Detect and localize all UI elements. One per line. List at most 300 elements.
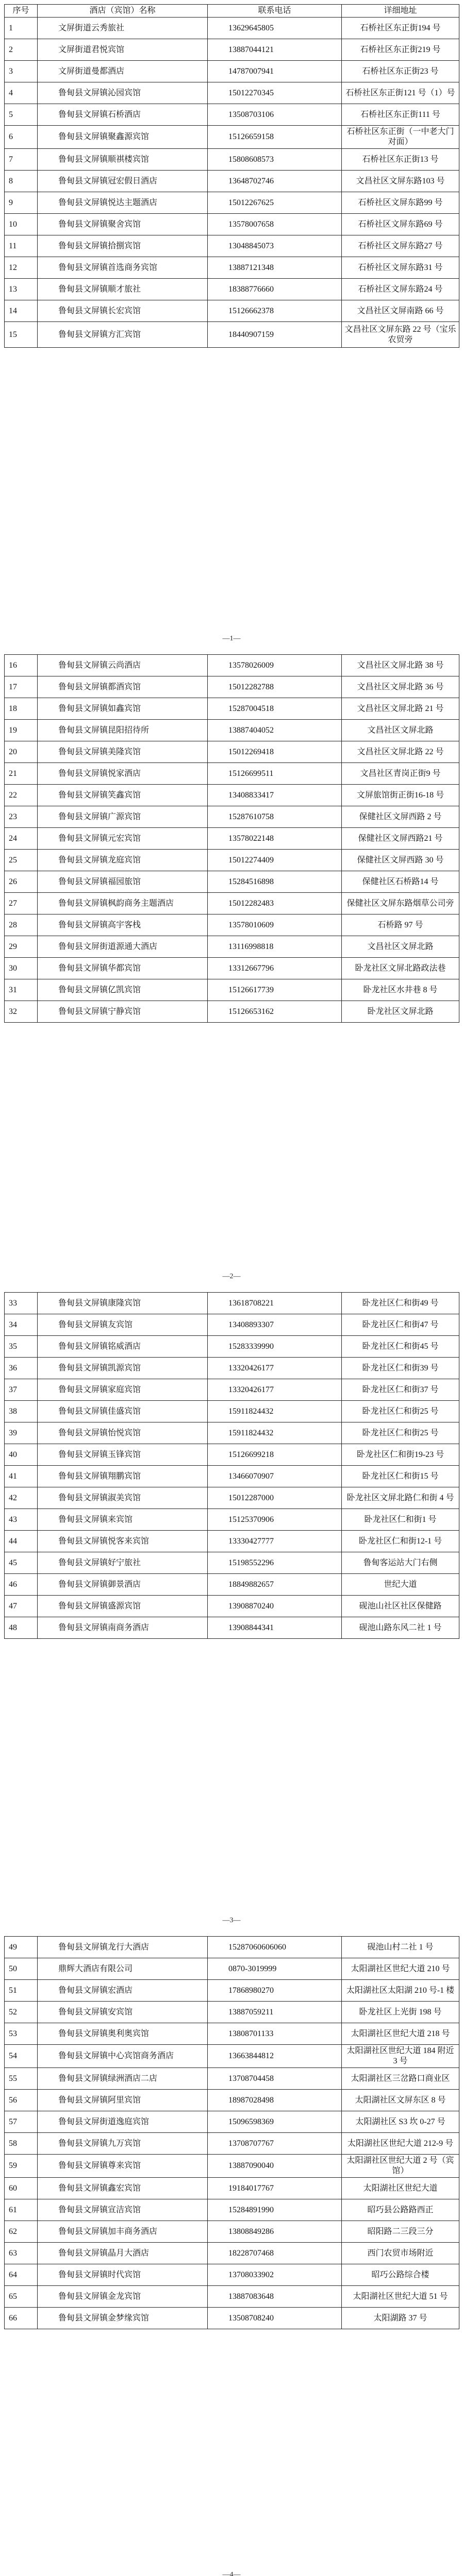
cell-phone: 13578022148 [208, 828, 342, 850]
cell-no: 7 [5, 149, 38, 171]
cell-no: 25 [5, 850, 38, 871]
table-row [5, 192, 459, 214]
cell-address: 卧龙社区水井巷 8 号 [342, 979, 459, 1001]
cell-no: 36 [5, 1358, 38, 1379]
table-row [5, 806, 459, 828]
cell-no: 50 [5, 1958, 38, 1980]
table-row [5, 979, 459, 1001]
cell-hotel-name: 鲁甸县文屏镇家庭宾馆 [38, 1379, 208, 1401]
cell-hotel-name: 鲁甸县文屏镇悦客来宾馆 [38, 1531, 208, 1552]
cell-no: 37 [5, 1379, 38, 1401]
cell-phone: 13808701133 [208, 2023, 342, 2045]
cell-hotel-name: 鲁甸县文屏镇如鑫宾馆 [38, 698, 208, 720]
cell-phone: 13887090040 [208, 2155, 342, 2178]
cell-no: 46 [5, 1574, 38, 1596]
cell-phone: 13908844341 [208, 1617, 342, 1639]
cell-address: 石桥社区东正街219 号 [342, 39, 459, 61]
cell-address: 太阳湖社区文屏东区 8 号 [342, 2090, 459, 2111]
cell-hotel-name: 鲁甸县文屏镇绿洲酒店二店 [38, 2068, 208, 2090]
cell-no: 8 [5, 171, 38, 192]
cell-address: 石桥社区东正街23 号 [342, 61, 459, 82]
cell-no: 15 [5, 322, 38, 348]
cell-address: 卧龙社区仁和街45 号 [342, 1336, 459, 1358]
table-row [5, 1466, 459, 1487]
table-row [5, 2111, 459, 2133]
table-row [5, 1422, 459, 1444]
cell-phone: 15126653162 [208, 1001, 342, 1023]
cell-phone: 13312667796 [208, 958, 342, 979]
cell-phone: 13708704458 [208, 2068, 342, 2090]
cell-hotel-name: 鲁甸县文屏镇亿凯宾馆 [38, 979, 208, 1001]
header-no: 序号 [5, 5, 38, 18]
cell-phone: 15126699511 [208, 763, 342, 785]
cell-no: 4 [5, 82, 38, 104]
cell-address: 太阳湖社区世纪大道 218 号 [342, 2023, 459, 2045]
cell-address: 西门农贸市场附近 [342, 2243, 459, 2264]
cell-phone: 15012282788 [208, 676, 342, 698]
cell-hotel-name: 鲁甸县文屏镇中心宾馆商务酒店 [38, 2045, 208, 2068]
table-row [5, 2155, 459, 2178]
cell-hotel-name: 鲁甸县文屏镇金龙宾馆 [38, 2286, 208, 2308]
cell-address: 保健社区文屏西路 30 号 [342, 850, 459, 871]
cell-hotel-name: 鲁甸县文屏镇加丰商务酒店 [38, 2221, 208, 2243]
cell-address: 太阳湖社区世纪大道 212-9 号 [342, 2133, 459, 2155]
cell-phone: 14787007941 [208, 61, 342, 82]
cell-no: 62 [5, 2221, 38, 2243]
cell-address: 石桥社区东正街194 号 [342, 18, 459, 39]
cell-hotel-name: 鲁甸县文屏镇玉锋宾馆 [38, 1444, 208, 1466]
cell-address: 鲁甸客运站大门右侧 [342, 1552, 459, 1574]
table-row [5, 698, 459, 720]
page-number: —3— [222, 1917, 241, 1924]
cell-hotel-name: 鲁甸县文屏镇笑鑫宾馆 [38, 785, 208, 806]
cell-phone: 18440907159 [208, 322, 342, 348]
cell-no: 51 [5, 1980, 38, 2002]
cell-no: 28 [5, 914, 38, 936]
table-row [5, 149, 459, 171]
cell-phone: 15012269418 [208, 741, 342, 763]
cell-address: 保健社区文屏西路21 号 [342, 828, 459, 850]
cell-hotel-name: 鲁甸县文屏镇广源宾馆 [38, 806, 208, 828]
cell-phone: 15126659158 [208, 126, 342, 149]
table-row [5, 322, 459, 348]
table-row [5, 171, 459, 192]
cell-address: 太阳湖社区太阳湖 210 号-1 楼 [342, 1980, 459, 2002]
cell-no: 59 [5, 2155, 38, 2178]
cell-no: 12 [5, 257, 38, 279]
table-row [5, 279, 459, 300]
cell-hotel-name: 鲁甸县文屏镇九万宾馆 [38, 2133, 208, 2155]
cell-hotel-name: 鲁甸县文屏街道逸庭宾馆 [38, 2111, 208, 2133]
cell-hotel-name: 鲁甸县文屏镇福园旅馆 [38, 871, 208, 893]
cell-hotel-name: 鲁甸县文屏镇来宾馆 [38, 1509, 208, 1531]
cell-phone: 13578007658 [208, 214, 342, 235]
cell-address: 卧龙社区仁和街15 号 [342, 1466, 459, 1487]
cell-hotel-name: 鲁甸县文屏镇高宇客栈 [38, 914, 208, 936]
cell-address: 昭巧县公路路西正 [342, 2199, 459, 2221]
cell-hotel-name: 鲁甸县文屏镇宁静宾馆 [38, 1001, 208, 1023]
cell-phone: 18228707468 [208, 2243, 342, 2264]
page-number: —4— [222, 2571, 241, 2576]
table-row [5, 2178, 459, 2199]
cell-phone: 13663844812 [208, 2045, 342, 2068]
cell-address: 卧龙社区文屏北路 [342, 1001, 459, 1023]
cell-no: 56 [5, 2090, 38, 2111]
cell-no: 32 [5, 1001, 38, 1023]
cell-address: 太阳湖社区世纪大道 184 附近 3 号 [342, 2045, 459, 2068]
cell-no: 53 [5, 2023, 38, 2045]
cell-address: 卧龙社区仁和街39 号 [342, 1358, 459, 1379]
cell-no: 35 [5, 1336, 38, 1358]
table-row [5, 2221, 459, 2243]
cell-hotel-name: 鲁甸县文屏镇顺才旅社 [38, 279, 208, 300]
cell-hotel-name: 鲁甸县文屏镇华都宾馆 [38, 958, 208, 979]
cell-hotel-name: 鲁甸县文屏镇沁园宾馆 [38, 82, 208, 104]
cell-no: 23 [5, 806, 38, 828]
table-block-2 [4, 654, 459, 1023]
cell-address: 石桥社区文屏东路24 号 [342, 279, 459, 300]
cell-no: 40 [5, 1444, 38, 1466]
cell-no: 58 [5, 2133, 38, 2155]
cell-phone: 15096598369 [208, 2111, 342, 2133]
cell-phone: 15284516898 [208, 871, 342, 893]
table-row [5, 676, 459, 698]
table-row [5, 82, 459, 104]
cell-no: 52 [5, 2002, 38, 2023]
cell-no: 42 [5, 1487, 38, 1509]
cell-no: 41 [5, 1466, 38, 1487]
cell-no: 1 [5, 18, 38, 39]
cell-hotel-name: 鲁甸县文屏镇宏酒店 [38, 1980, 208, 2002]
table-row [5, 893, 459, 914]
cell-no: 18 [5, 698, 38, 720]
table-body [5, 18, 459, 348]
cell-phone: 13508703106 [208, 104, 342, 126]
cell-hotel-name: 鲁甸县文屏街道源通大酒店 [38, 936, 208, 958]
cell-address: 砚池山村二社 1 号 [342, 1937, 459, 1958]
cell-hotel-name: 鲁甸县文屏镇友宾馆 [38, 1314, 208, 1336]
cell-hotel-name: 鲁甸县文屏镇龙行大酒店 [38, 1937, 208, 1958]
table-row [5, 1574, 459, 1596]
cell-phone: 18388776660 [208, 279, 342, 300]
cell-phone: 13330427777 [208, 1531, 342, 1552]
header-tel: 联系电话 [208, 5, 342, 18]
cell-hotel-name: 鲁甸县文屏镇鑫宏宾馆 [38, 2178, 208, 2199]
cell-address: 太阳湖社区世纪大道 2 号（宾馆） [342, 2155, 459, 2178]
cell-phone: 19184017767 [208, 2178, 342, 2199]
cell-phone: 13908870240 [208, 1596, 342, 1617]
cell-no: 44 [5, 1531, 38, 1552]
cell-hotel-name: 鲁甸县文屏镇宣洁宾馆 [38, 2199, 208, 2221]
page-number: —1— [222, 635, 241, 642]
cell-phone: 13116998818 [208, 936, 342, 958]
cell-hotel-name: 鲁甸县文屏镇首选商务宾馆 [38, 257, 208, 279]
cell-hotel-name: 鲁甸县文屏镇拾捌宾馆 [38, 235, 208, 257]
cell-phone: 13887044121 [208, 39, 342, 61]
cell-no: 39 [5, 1422, 38, 1444]
table-row [5, 1531, 459, 1552]
cell-address: 世纪大道 [342, 1574, 459, 1596]
table-row [5, 1958, 459, 1980]
cell-no: 20 [5, 741, 38, 763]
cell-hotel-name: 鲁甸县文屏镇聚舍宾馆 [38, 214, 208, 235]
cell-hotel-name: 文屏街道云秀旅社 [38, 18, 208, 39]
cell-hotel-name: 鲁甸县文屏镇聚鑫源宾馆 [38, 126, 208, 149]
header-addr: 详细地址 [342, 5, 459, 18]
cell-hotel-name: 鲁甸县文屏镇都酒宾馆 [38, 676, 208, 698]
cell-no: 55 [5, 2068, 38, 2090]
cell-phone: 13887404052 [208, 720, 342, 741]
cell-phone: 13408833417 [208, 785, 342, 806]
cell-address: 昭阳路二三段三分 [342, 2221, 459, 2243]
table-row [5, 2243, 459, 2264]
cell-no: 30 [5, 958, 38, 979]
table-body [5, 655, 459, 1023]
table-row [5, 2068, 459, 2090]
table-row [5, 39, 459, 61]
cell-hotel-name: 鲁甸县文屏镇康隆宾馆 [38, 1293, 208, 1314]
cell-phone: 13466070907 [208, 1466, 342, 1487]
cell-no: 5 [5, 104, 38, 126]
cell-hotel-name: 鲁甸县文屏镇云尚酒店 [38, 655, 208, 676]
table-row [5, 741, 459, 763]
table-row [5, 785, 459, 806]
cell-no: 9 [5, 192, 38, 214]
cell-hotel-name: 鲁甸县文屏镇长宏宾馆 [38, 300, 208, 322]
cell-address: 太阳湖社区 S3 坎 0-27 号 [342, 2111, 459, 2133]
cell-phone: 15287060606060 [208, 1937, 342, 1958]
cell-address: 文昌社区文屏北路 [342, 936, 459, 958]
cell-address: 太阳湖社区世纪大道 51 号 [342, 2286, 459, 2308]
table-row [5, 2133, 459, 2155]
cell-no: 66 [5, 2308, 38, 2329]
cell-hotel-name: 鲁甸县文屏镇昆阳招待所 [38, 720, 208, 741]
table-row [5, 936, 459, 958]
cell-no: 63 [5, 2243, 38, 2264]
cell-phone: 13618708221 [208, 1293, 342, 1314]
cell-phone: 13048845073 [208, 235, 342, 257]
cell-address: 文昌社区文屏北路 38 号 [342, 655, 459, 676]
cell-no: 34 [5, 1314, 38, 1336]
cell-hotel-name: 鼎辉大酒店有限公司 [38, 1958, 208, 1980]
cell-address: 太阳湖社区三岔路口商业区 [342, 2068, 459, 2090]
table-row [5, 850, 459, 871]
cell-phone: 0870-3019999 [208, 1958, 342, 1980]
cell-no: 22 [5, 785, 38, 806]
cell-no: 24 [5, 828, 38, 850]
cell-no: 2 [5, 39, 38, 61]
cell-address: 卧龙社区仁和街25 号 [342, 1422, 459, 1444]
table-row [5, 2286, 459, 2308]
cell-hotel-name: 鲁甸县文屏镇盛源宾馆 [38, 1596, 208, 1617]
table-row [5, 126, 459, 149]
cell-address: 太阳湖社区世纪大道 210 号 [342, 1958, 459, 1980]
cell-hotel-name: 鲁甸县文屏镇石桥酒店 [38, 104, 208, 126]
cell-no: 10 [5, 214, 38, 235]
table-row [5, 1358, 459, 1379]
cell-address: 卧龙社区仁和街19-23 号 [342, 1444, 459, 1466]
cell-address: 卧龙社区上光街 198 号 [342, 2002, 459, 2023]
cell-no: 11 [5, 235, 38, 257]
table-row [5, 1336, 459, 1358]
table-row [5, 1509, 459, 1531]
table-row [5, 2002, 459, 2023]
cell-hotel-name: 鲁甸县文屏镇冠宏假日酒店 [38, 171, 208, 192]
cell-phone: 13578010609 [208, 914, 342, 936]
cell-address: 保健社区文屏西路 2 号 [342, 806, 459, 828]
cell-address: 卧龙社区仁和街37 号 [342, 1379, 459, 1401]
cell-address: 卧龙社区仁和街49 号 [342, 1293, 459, 1314]
cell-address: 石桥社区文屏东路99 号 [342, 192, 459, 214]
cell-no: 16 [5, 655, 38, 676]
table-block-1 [4, 4, 459, 348]
table-row [5, 2090, 459, 2111]
hotel-table [4, 654, 459, 1023]
cell-phone: 15126699218 [208, 1444, 342, 1466]
cell-phone: 15126617739 [208, 979, 342, 1001]
cell-no: 57 [5, 2111, 38, 2133]
cell-hotel-name: 鲁甸县文屏镇怡悦宾馆 [38, 1422, 208, 1444]
cell-address: 文昌社区文屏南路 66 号 [342, 300, 459, 322]
hotel-table [4, 4, 459, 348]
cell-no: 60 [5, 2178, 38, 2199]
cell-address: 石桥社区东正街111 号 [342, 104, 459, 126]
cell-hotel-name: 鲁甸县文屏镇南商务酒店 [38, 1617, 208, 1639]
cell-no: 13 [5, 279, 38, 300]
cell-address: 文昌社区文屏北路 36 号 [342, 676, 459, 698]
cell-address: 太阳湖路 37 号 [342, 2308, 459, 2329]
cell-hotel-name: 鲁甸县文屏镇悦达主题酒店 [38, 192, 208, 214]
cell-address: 石桥社区东正街121 号（1）号 [342, 82, 459, 104]
cell-phone: 15284891990 [208, 2199, 342, 2221]
cell-phone: 15198552296 [208, 1552, 342, 1574]
cell-no: 65 [5, 2286, 38, 2308]
cell-hotel-name: 鲁甸县文屏镇顺祺楼宾馆 [38, 149, 208, 171]
cell-address: 石桥社区东正街13 号 [342, 149, 459, 171]
cell-address: 砚池山路东风二社 1 号 [342, 1617, 459, 1639]
cell-phone: 13578026009 [208, 655, 342, 676]
table-row [5, 235, 459, 257]
table-row [5, 2023, 459, 2045]
cell-phone: 15808608573 [208, 149, 342, 171]
cell-no: 29 [5, 936, 38, 958]
cell-phone: 13708033902 [208, 2264, 342, 2286]
cell-address: 卧龙社区仁和街25 号 [342, 1401, 459, 1422]
cell-hotel-name: 鲁甸县文屏镇阿里宾馆 [38, 2090, 208, 2111]
cell-phone: 13887121348 [208, 257, 342, 279]
cell-hotel-name: 鲁甸县文屏镇枫韵商务主题酒店 [38, 893, 208, 914]
cell-hotel-name: 鲁甸县文屏镇美隆宾馆 [38, 741, 208, 763]
table-body [5, 1293, 459, 1639]
cell-phone: 15287610758 [208, 806, 342, 828]
cell-hotel-name: 鲁甸县文屏镇龙庭宾馆 [38, 850, 208, 871]
cell-address: 卧龙社区仁和街12-1 号 [342, 1531, 459, 1552]
table-row [5, 1596, 459, 1617]
cell-no: 3 [5, 61, 38, 82]
cell-no: 31 [5, 979, 38, 1001]
table-row [5, 1401, 459, 1422]
table-row [5, 763, 459, 785]
table-row [5, 2045, 459, 2068]
table-row [5, 1293, 459, 1314]
cell-phone: 18849882657 [208, 1574, 342, 1596]
table-row [5, 1444, 459, 1466]
header-name: 酒店（宾馆）名称 [38, 5, 208, 18]
cell-address: 石桥路 97 号 [342, 914, 459, 936]
cell-no: 38 [5, 1401, 38, 1422]
cell-no: 43 [5, 1509, 38, 1531]
cell-hotel-name: 鲁甸县文屏镇好宁旅社 [38, 1552, 208, 1574]
table-row [5, 300, 459, 322]
cell-address: 卧龙社区文屏北路仁和街 4 号 [342, 1487, 459, 1509]
cell-hotel-name: 鲁甸县文屏镇晶月大酒店 [38, 2243, 208, 2264]
table-row [5, 2264, 459, 2286]
cell-no: 54 [5, 2045, 38, 2068]
cell-address: 太阳湖社区世纪大道 [342, 2178, 459, 2199]
cell-phone: 15125370906 [208, 1509, 342, 1531]
cell-hotel-name: 鲁甸县文屏镇凯源宾馆 [38, 1358, 208, 1379]
table-row [5, 1487, 459, 1509]
cell-phone: 15911824432 [208, 1401, 342, 1422]
cell-phone: 13887083648 [208, 2286, 342, 2308]
cell-phone: 15012270345 [208, 82, 342, 104]
cell-address: 砚池山社区社区保健路 [342, 1596, 459, 1617]
cell-no: 27 [5, 893, 38, 914]
table-row [5, 1314, 459, 1336]
cell-phone: 15911824432 [208, 1422, 342, 1444]
cell-hotel-name: 鲁甸县文屏镇金梦缘宾馆 [38, 2308, 208, 2329]
cell-hotel-name: 鲁甸县文屏镇翔鹏宾馆 [38, 1466, 208, 1487]
cell-address: 保健社区文屏东路烟草公司旁 [342, 893, 459, 914]
table-header-row [5, 5, 459, 18]
table-row [5, 2308, 459, 2329]
table-block-4 [4, 1936, 459, 2329]
table-row [5, 655, 459, 676]
cell-address: 文昌社区文屏北路 21 号 [342, 698, 459, 720]
cell-phone: 15287004518 [208, 698, 342, 720]
cell-phone: 15126662378 [208, 300, 342, 322]
table-row [5, 1001, 459, 1023]
cell-address: 文昌社区文屏东路 22 号（宝乐农贸旁 [342, 322, 459, 348]
cell-address: 文昌社区文屏北路 [342, 720, 459, 741]
table-row [5, 1617, 459, 1639]
cell-hotel-name: 鲁甸县文屏镇时代宾馆 [38, 2264, 208, 2286]
cell-no: 14 [5, 300, 38, 322]
cell-no: 17 [5, 676, 38, 698]
cell-no: 21 [5, 763, 38, 785]
cell-no: 48 [5, 1617, 38, 1639]
cell-no: 47 [5, 1596, 38, 1617]
table-row [5, 104, 459, 126]
cell-phone: 13508708240 [208, 2308, 342, 2329]
cell-phone: 13320426177 [208, 1358, 342, 1379]
cell-no: 61 [5, 2199, 38, 2221]
cell-hotel-name: 鲁甸县文屏镇淑美宾馆 [38, 1487, 208, 1509]
cell-address: 文昌社区文屏北路 22 号 [342, 741, 459, 763]
cell-phone: 13408893307 [208, 1314, 342, 1336]
cell-address: 保健社区石桥路14 号 [342, 871, 459, 893]
cell-phone: 15012287000 [208, 1487, 342, 1509]
cell-hotel-name: 文屏街道君悦宾馆 [38, 39, 208, 61]
cell-hotel-name: 鲁甸县文屏镇元宏宾馆 [38, 828, 208, 850]
cell-hotel-name: 鲁甸县文屏镇御景酒店 [38, 1574, 208, 1596]
cell-phone: 15012267625 [208, 192, 342, 214]
table-block-3 [4, 1292, 459, 1639]
table-row [5, 1379, 459, 1401]
cell-phone: 15012282483 [208, 893, 342, 914]
cell-address: 文昌社区青岗正街9 号 [342, 763, 459, 785]
cell-phone: 13808849286 [208, 2221, 342, 2243]
